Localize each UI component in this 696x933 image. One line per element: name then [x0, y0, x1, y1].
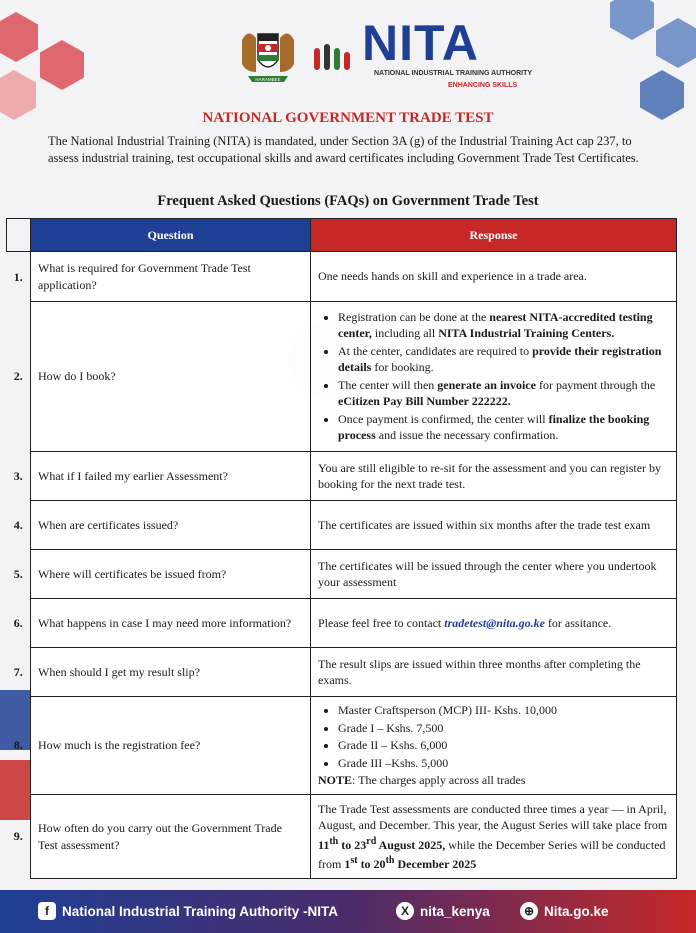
table-row [7, 501, 677, 550]
row-number: 4. [13, 517, 23, 532]
fee-list [318, 702, 669, 771]
contact-email-link[interactable]: tradetest@nita.go.ke [444, 615, 545, 630]
list-item: • Grade I – Kshs. 7,500 [338, 720, 669, 737]
list-item: • Grade III –Kshs. 5,000 [338, 755, 669, 772]
table-row [7, 648, 677, 697]
facebook-label: National Industrial Training Authority -NITA [62, 903, 338, 919]
question-cell: How much is the registration fee? [31, 697, 311, 795]
footer-facebook[interactable] [38, 902, 338, 920]
question-cell: Where will certificates be issued from? [31, 550, 311, 599]
question-cell: When are certificates issued? [31, 501, 311, 550]
question-column-header: Question [31, 219, 311, 252]
question-cell: What happens in case I may need more information? [31, 599, 311, 648]
page-title: NATIONAL GOVERNMENT TRADE TEST [202, 110, 494, 126]
facebook-icon: f [38, 902, 56, 920]
footer-bar [0, 890, 696, 933]
row-number: 1. [13, 269, 23, 284]
nita-logo-subtitle: NATIONAL INDUSTRIAL TRAINING AUTHORITY [374, 70, 533, 77]
table-row [7, 550, 677, 599]
table-header-row [7, 219, 677, 252]
booking-steps-list [318, 309, 669, 444]
question-cell: What is required for Government Trade Test application? [31, 252, 311, 302]
row-number: 8. [13, 738, 23, 753]
question-cell: When should I get my result slip? [31, 648, 311, 697]
row-number: 7. [13, 664, 23, 679]
table-row [7, 697, 677, 795]
faq-table [6, 218, 677, 879]
list-item: • Grade II – Kshs. 6,000 [338, 737, 669, 754]
list-item: • At the center, candidates are required to provide their registration details for booking. [338, 343, 669, 376]
question-cell: How often do you carry out the Government Trade Test assessment? [31, 795, 311, 879]
response-cell: You are still eligible to re-sit for the assessment and you can register by booking for the next trade test. [311, 452, 677, 501]
response-cell: The result slips are issued within three months after completing the exams. [311, 648, 677, 697]
response-cell: The certificates will be issued through the center where you undertook your assessment [311, 550, 677, 599]
nita-logo-mark-icon [312, 38, 356, 78]
table-row [7, 252, 677, 302]
nita-logo [312, 15, 533, 98]
fee-note: NOTE: The charges apply across all trades [318, 773, 526, 788]
table-row [7, 599, 677, 648]
nita-logo-tagline: ENHANCING SKILLS [448, 82, 518, 89]
response-column-header: Response [311, 219, 677, 252]
globe-icon: ⊕ [520, 902, 538, 920]
website-label: Nita.go.ke [544, 903, 609, 919]
footer-x[interactable] [396, 902, 490, 920]
table-row [7, 795, 677, 879]
x-handle: nita_kenya [420, 903, 490, 919]
x-icon: X [396, 902, 414, 920]
list-item: • The center will then generate an invoice for payment through the eCitizen Pay Bill Number 222222. [338, 377, 669, 410]
footer-website[interactable] [520, 902, 609, 920]
response-cell [311, 302, 677, 452]
number-column-header [7, 219, 31, 252]
response-cell: The certificates are issued within six months after the trade test exam [311, 501, 677, 550]
coat-of-arms-icon [234, 20, 302, 88]
list-item: • Master Craftsperson (MCP) III- Kshs. 10,000 [338, 702, 669, 719]
response-cell [311, 697, 677, 795]
list-item: • Registration can be done at the nearest NITA-accredited testing center, including all NITA Industrial Training Centers. [338, 309, 669, 342]
table-row [7, 302, 677, 452]
list-item: • Once payment is confirmed, the center will finalize the booking process and issue the necessary confirmation. [338, 411, 669, 444]
nita-logo-text: NITA [362, 15, 479, 71]
question-cell: What if I failed my earlier Assessment? [31, 452, 311, 501]
table-row [7, 452, 677, 501]
response-cell: Please feel free to contact tradetest@nita.go.ke for assitance. [311, 599, 677, 648]
header [0, 14, 696, 94]
row-number: 2. [13, 369, 23, 384]
question-cell: How do I book? [31, 302, 311, 452]
svg-text:HARAMBEE: HARAMBEE [255, 77, 281, 82]
faq-heading: Frequent Asked Questions (FAQs) on Government Trade Test [157, 193, 539, 209]
row-number: 6. [13, 615, 23, 630]
intro-paragraph: The National Industrial Training (NITA) is mandated, under Section 3A (g) of the Industrial Training Act cap 237, to assess industrial training, test occupational skills and award certificates including Government Trade Test Certificates. [48, 134, 639, 165]
response-cell: One needs hands on skill and experience in a trade area. [311, 252, 677, 302]
response-cell: The Trade Test assessments are conducted three times a year — in April, August, and December. This year, the August Series will take place from 11th to 23rd August 2025, while the December Series will be conducted from 1st to 20th December 2025 [311, 795, 677, 879]
row-number: 9. [13, 829, 23, 844]
row-number: 3. [13, 468, 23, 483]
row-number: 5. [13, 566, 23, 581]
